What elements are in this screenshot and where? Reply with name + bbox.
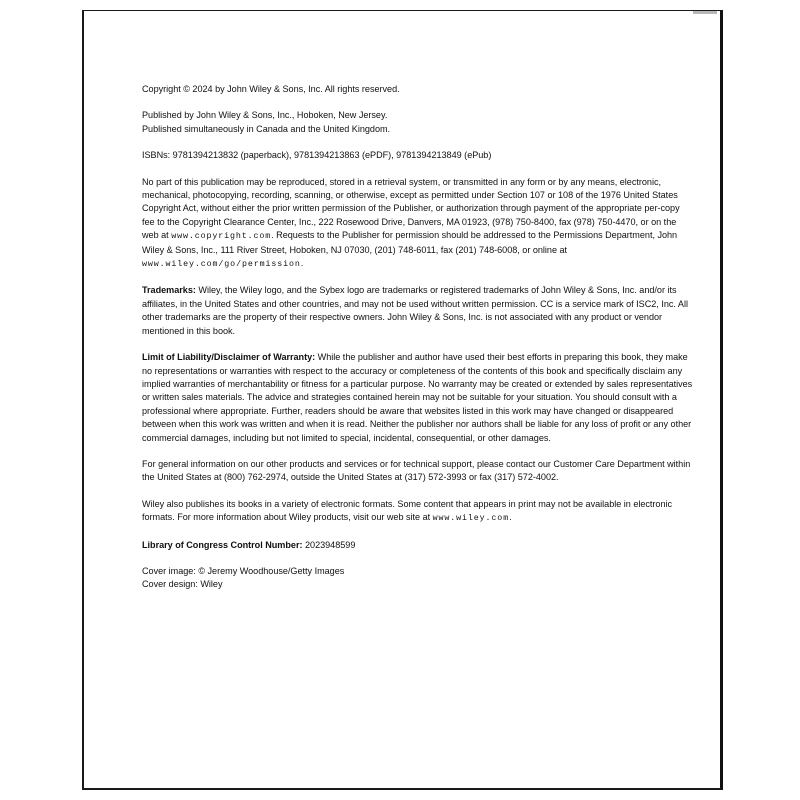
- reproduction-notice-part-2: . Requests to the Publisher for permission should be addressed to the Permissions Department, John Wiley & Sons, Inc., 111 River Street, Hoboken, NJ 07030, (201) 748-6011, fax (201) 748-6008, or online at: [142, 230, 678, 255]
- document-page-sheet: [82, 10, 723, 790]
- electronic-formats-part-1: Wiley also publishes its books in a variety of electronic formats. Some content that appears in print may not be available in electronic formats. For more information about Wiley products, visit our web site at: [142, 498, 673, 523]
- trademarks-heading: Trademarks:: [142, 285, 196, 296]
- cover-credits: [142, 565, 694, 592]
- published-by-line: Published by John Wiley & Sons, Inc., Hoboken, New Jersey.: [142, 110, 388, 121]
- limit-of-liability-heading: Limit of Liability/Disclaimer of Warranty:: [142, 352, 316, 363]
- customer-care-notice: [142, 458, 694, 485]
- reproduction-notice-part-3: .: [300, 258, 304, 269]
- published-simultaneously-line: Published simultaneously in Canada and the United Kingdom.: [142, 123, 391, 134]
- isbn-line: ISBNs: 9781394213832 (paperback), 9781394213863 (ePDF), 9781394213849 (ePub): [142, 150, 492, 161]
- copyright-line: Copyright © 2024 by John Wiley & Sons, Inc. All rights reserved.: [142, 84, 400, 94]
- trademarks-body: Wiley, the Wiley logo, and the Sybex logo are trademarks or registered trademarks of John Wiley & Sons, Inc. and/or its affiliates, in the United States and other countries, and may not be used without written permission. CC is a service mark of ISC2, Inc. All other trademarks are the property of their respective owners. John Wiley & Sons, Inc. is not associated with any product or vendor mentioned in this book.: [142, 285, 688, 336]
- reproduction-notice: [142, 176, 694, 272]
- publisher-statement: [142, 109, 694, 136]
- reproduction-notice-part-1: No part of this publication may be reproduced, stored in a retrieval system, or transmitted in any form or by any means, electronic, mechanical, photocopying, recording, scanning, or otherwise, except as permitted under Section 107 or 108 of the 1976 United States Copyright Act, without either the prior written permission of the Publisher, or authorization through payment of the appropriate per-copy fee to the Copyright Clearance Center, Inc., 222 Rosewood Drive, Danvers, MA 01923, (978) 750-8400, fax (978) 750-4470, or on the web at: [142, 176, 680, 241]
- library-of-congress-number: 2023948599: [302, 539, 356, 550]
- limit-of-liability-body: While the publisher and author have used their best efforts in preparing this book, they make no representations or warranties with respect to the accuracy or completeness of the contents of this book and specifically disclaim any implied warranties of merchantability or fitness for a particular purpose. No warranty may be created or extended by sales representatives or written sales materials. The advice and strategies contained herein may not be suitable for your situation. You should consult with a professional where appropriate. Further, readers should be aware that websites listed in this work may have changed or disappeared between when this work was written and when it is read. Neither the publisher nor authors shall be liable for any loss of profit or any other commercial damages, including but not limited to special, incidental, consequential, or other damages.: [142, 352, 693, 443]
- copyright-clearance-url: www.copyright.com: [171, 232, 272, 242]
- electronic-formats-part-2: .: [509, 512, 512, 523]
- library-of-congress-statement: [142, 539, 694, 552]
- customer-care-body: For general information on our other products and services or for technical support, please contact our Customer Care Department within the United States at (800) 762-2974, outside the United States at (317) 572-3993 or fax (317) 572-4002.: [142, 458, 691, 483]
- copyright-page-content: [142, 83, 694, 605]
- page-corner-notch: [693, 11, 717, 14]
- wiley-permission-url: www.wiley.com/go/permission: [142, 260, 301, 270]
- cover-design-credit: Cover design: Wiley: [142, 579, 223, 590]
- library-of-congress-heading: Library of Congress Control Number:: [142, 539, 303, 550]
- copyright-statement: [142, 83, 694, 96]
- cover-image-credit: Cover image: © Jeremy Woodhouse/Getty Images: [142, 565, 345, 576]
- wiley-website-url: www.wiley.com: [432, 514, 510, 524]
- trademarks-notice: [142, 284, 694, 338]
- isbn-statement: [142, 149, 694, 162]
- electronic-formats-notice: [142, 498, 694, 526]
- limit-of-liability-notice: [142, 351, 694, 445]
